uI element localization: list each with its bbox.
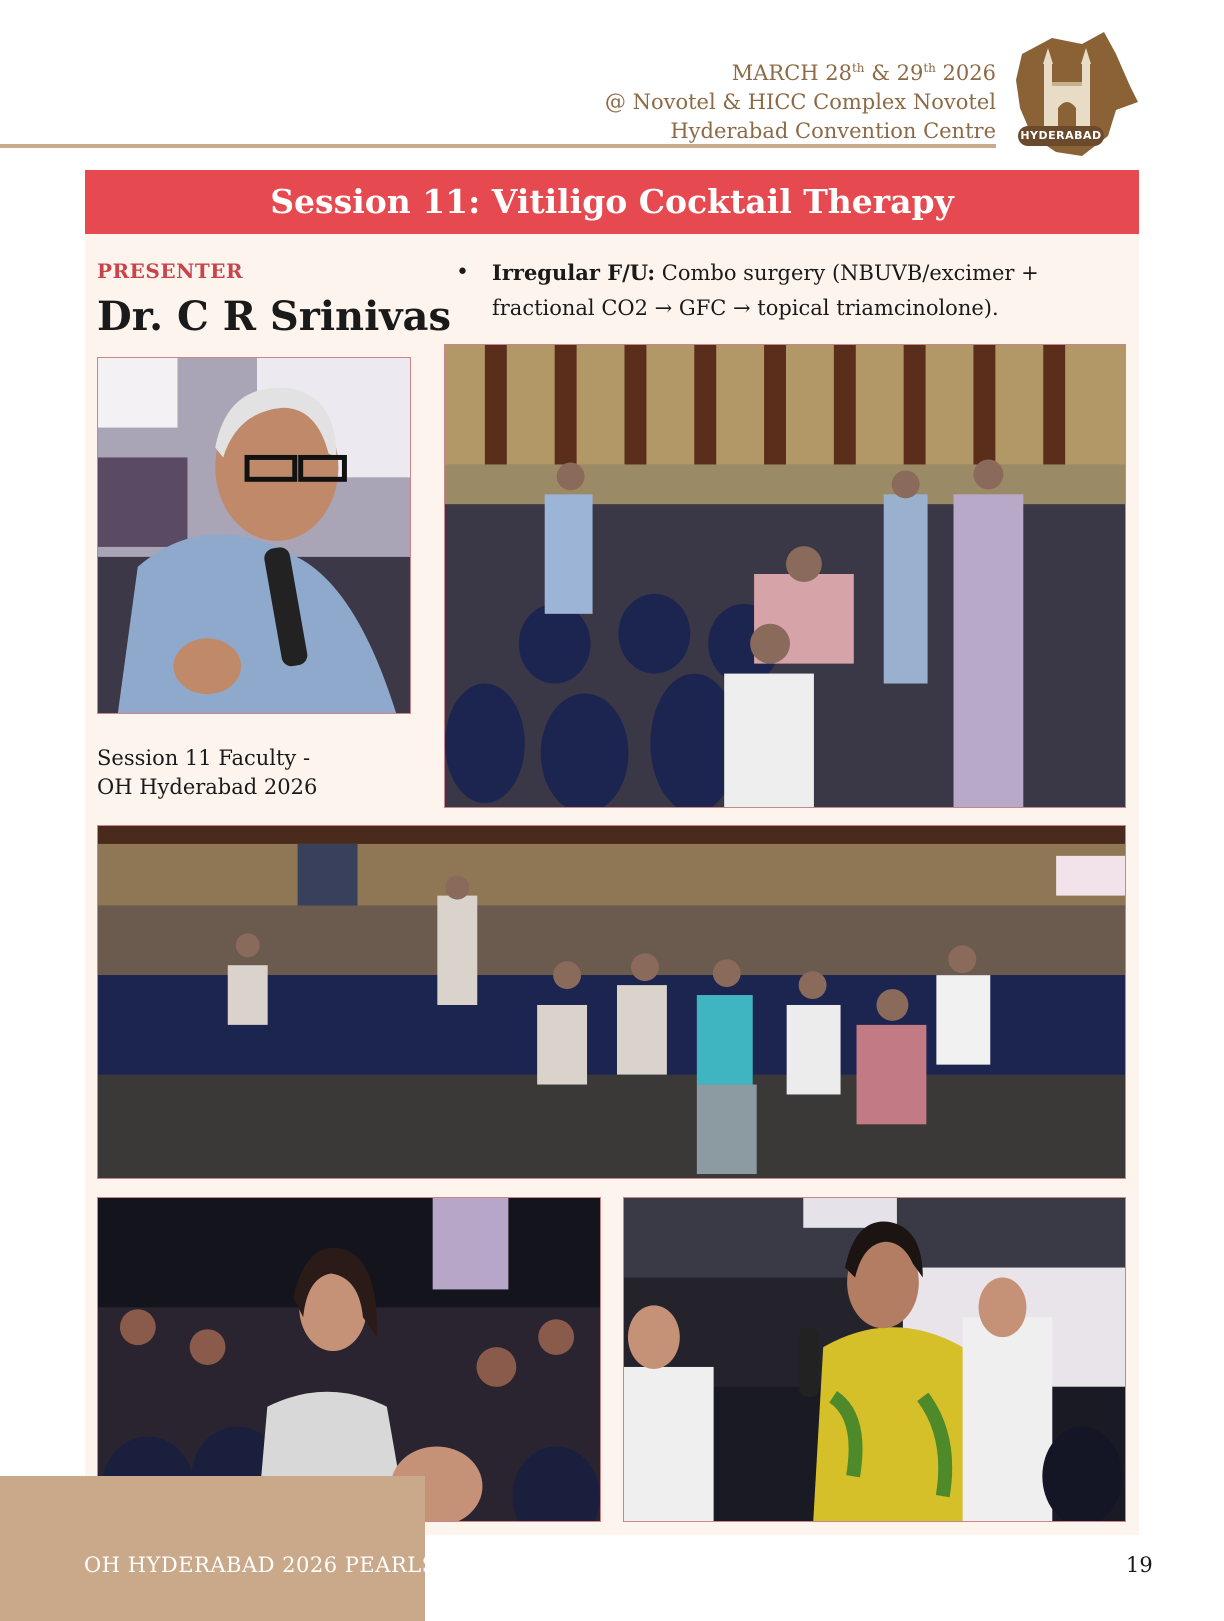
event-venue-line-2: Hyderabad Convention Centre [670,119,996,143]
photo-caption: Session 11 Faculty - OH Hyderabad 2026 [97,746,318,799]
header-divider [0,144,996,148]
logo-label: HYDERABAD [1018,126,1104,146]
event-date: MARCH 28th & 29th 2026 [731,61,996,85]
page-number: 19 [1126,1553,1153,1577]
bullet-item [456,255,1116,326]
audience-photo-2 [97,825,1126,1179]
presenter-name: Dr. C R Srinivas [97,293,451,340]
presenter-photo [97,357,411,714]
bullet-text: Irregular F/U: Combo surgery (NBUVB/excimer + fractional CO2 → GFC → topical triamcinolone). [492,260,1039,320]
footer-block [0,1476,425,1621]
footer-title: OH HYDERABAD 2026 PEARLS [84,1553,437,1577]
session-title: Session 11: Vitiligo Cocktail Therapy [85,170,1139,234]
event-header [605,54,996,146]
audience-photo-1 [444,344,1126,808]
audience-photo-4 [623,1197,1126,1522]
bullet-dot-icon: • [456,260,469,285]
event-venue-line-1: @ Novotel & HICC Complex Novotel [604,90,996,114]
presenter-label: PRESENTER [97,259,244,283]
audience-photo-3 [97,1197,601,1522]
